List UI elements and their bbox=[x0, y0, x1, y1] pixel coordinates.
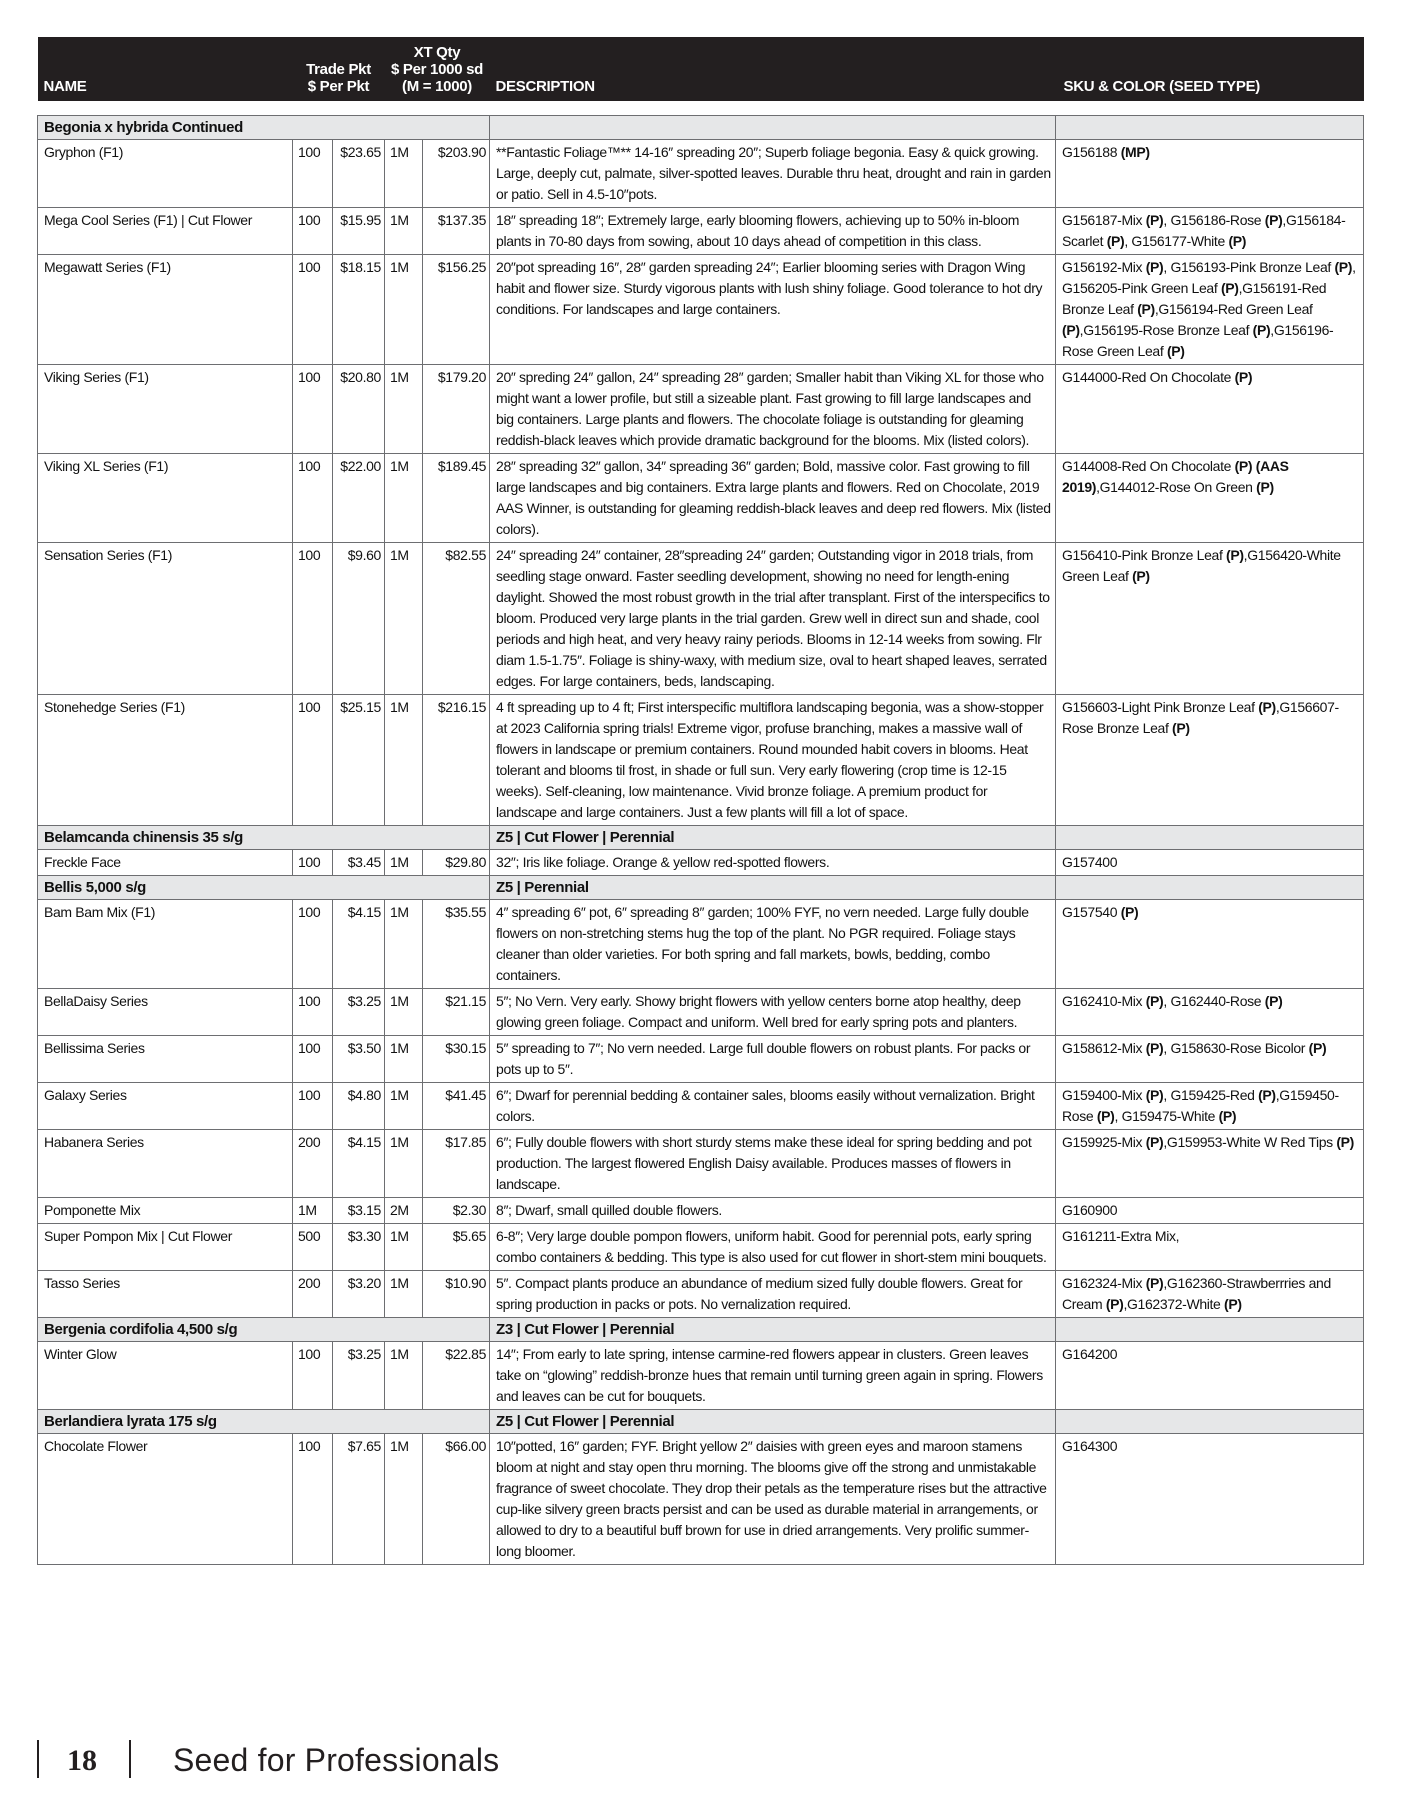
trade-pkt-qty: 100 bbox=[293, 1083, 333, 1130]
trade-pkt-price: $3.45 bbox=[333, 850, 385, 876]
sku-separator: , bbox=[1163, 1087, 1171, 1103]
variety-description: 4 ft spreading up to 4 ft; First interspecific multiflora landscaping begonia, was a show-stopper at 2023 California spring trials! Extreme vigor, profuse branching, makes a massive wall of flowers in landscape or premium containers. Round mounded habit covers in blooms. Heat tolerant and blooms til frost, in shade or full sun. Very early flowering (crop time is 12-15 weeks). Self-cleaning, low maintenance. Vivid bronze foliage. A premium product for landscape and large containers. Just a few plants will fill a lot of space. bbox=[490, 695, 1056, 826]
xt-qty: 1M bbox=[385, 1271, 423, 1318]
xt-qty: 1M bbox=[385, 1083, 423, 1130]
table-row bbox=[38, 1036, 1364, 1083]
seed-type-badge: (P) bbox=[1166, 343, 1185, 359]
seed-type-badge: (P) bbox=[1145, 1275, 1164, 1291]
seed-type-badge: (P) bbox=[1256, 479, 1274, 495]
seed-type-badge: (P) bbox=[1062, 322, 1080, 338]
sku-separator: , bbox=[1270, 322, 1274, 338]
seed-type-badge: (P) bbox=[1106, 233, 1125, 249]
trade-pkt-qty: 100 bbox=[293, 1036, 333, 1083]
sku-code: G162372-White bbox=[1126, 1296, 1225, 1312]
table-row bbox=[38, 1130, 1364, 1198]
xt-price: $41.45 bbox=[423, 1083, 490, 1130]
variety-description: 4″ spreading 6″ pot, 6″ spreading 8″ garden; 100% FYF, no vern needed. Large fully double flowers on non-stretching stems hug the top of the plant. No PGR required. Foliage stays cleaner than older varieties. For both spring and fall markets, bowls, bedding, combo containers. bbox=[490, 900, 1056, 989]
trade-pkt-qty: 100 bbox=[293, 454, 333, 543]
seed-type-badge: (P) bbox=[1224, 1296, 1242, 1312]
table-body bbox=[38, 116, 1364, 1565]
section-species-name: Bergenia cordifolia 4,500 s/g bbox=[38, 1318, 490, 1342]
variety-description: 6″; Fully double flowers with short sturdy stems make these ideal for spring bedding and pot production. The largest flowered English Daisy available. Produces masses of flowers in landscape. bbox=[490, 1130, 1056, 1198]
xt-qty: 1M bbox=[385, 989, 423, 1036]
variety-description: 5″; No Vern. Very early. Showy bright flowers with yellow centers borne atop healthy, deep glowing green foliage. Compact and uniform. Well bred for early spring pots and planters. bbox=[490, 989, 1056, 1036]
sku-code: G164300 bbox=[1062, 1438, 1118, 1454]
trade-pkt-line2: $ Per Pkt bbox=[307, 78, 370, 95]
xt-qty: 1M bbox=[385, 255, 423, 365]
sku-code: G162410-Mix bbox=[1062, 993, 1146, 1009]
xt-qty: 1M bbox=[385, 543, 423, 695]
sku-code: G161211-Extra Mix, bbox=[1062, 1228, 1180, 1244]
seed-type-badge: (P) bbox=[1145, 259, 1164, 275]
seed-type-badge: (P) bbox=[1334, 259, 1353, 275]
seed-type-badge: (P) bbox=[1308, 1040, 1327, 1056]
variety-description: 14″; From early to late spring, intense carmine-red flowers appear in clusters. Green leaves take on “glowing” reddish-bronze hues that remain until turning green again in spring. Flowers and leaves can be cut for bouquets. bbox=[490, 1342, 1056, 1410]
variety-description: 18″ spreading 18″; Extremely large, early blooming flowers, achieving up to 50% in-bloom plants in 70-80 days from sowing, about 10 days ahead of competition in this class. bbox=[490, 208, 1056, 255]
section-tags: Z3 | Cut Flower | Perennial bbox=[490, 1318, 1056, 1342]
table-row bbox=[38, 900, 1364, 989]
variety-name: Super Pompon Mix | Cut Flower bbox=[38, 1224, 293, 1271]
trade-pkt-qty: 100 bbox=[293, 255, 333, 365]
section-tags: Z5 | Cut Flower | Perennial bbox=[490, 1410, 1056, 1434]
xt-qty: 1M bbox=[385, 850, 423, 876]
sku-code: G156187-Mix bbox=[1062, 212, 1146, 228]
xt-price: $22.85 bbox=[423, 1342, 490, 1410]
sku-code: G159953-White W Red Tips bbox=[1166, 1134, 1337, 1150]
table-row bbox=[38, 1224, 1364, 1271]
variety-name: Bellissima Series bbox=[38, 1036, 293, 1083]
sku-list bbox=[1056, 1083, 1364, 1130]
trade-pkt-qty: 100 bbox=[293, 695, 333, 826]
table-row bbox=[38, 1434, 1364, 1565]
sku-separator: , bbox=[1275, 1087, 1280, 1103]
sku-code: G159425-Red bbox=[1170, 1087, 1259, 1103]
xt-qty: 1M bbox=[385, 695, 423, 826]
table-row bbox=[38, 208, 1364, 255]
sku-code: G158630-Rose Bicolor bbox=[1170, 1040, 1309, 1056]
xt-price: $21.15 bbox=[423, 989, 490, 1036]
sku-list bbox=[1056, 208, 1364, 255]
variety-name: Viking XL Series (F1) bbox=[38, 454, 293, 543]
trade-pkt-price: $7.65 bbox=[333, 1434, 385, 1565]
section-sku-blank bbox=[1056, 876, 1364, 900]
sku-code: G156184-Scarlet bbox=[1062, 212, 1346, 249]
trade-pkt-price: $3.20 bbox=[333, 1271, 385, 1318]
xt-price: $156.25 bbox=[423, 255, 490, 365]
sku-code: G156193-Pink Bronze Leaf bbox=[1170, 259, 1335, 275]
xt-price: $82.55 bbox=[423, 543, 490, 695]
variety-name: Megawatt Series (F1) bbox=[38, 255, 293, 365]
section-header-row bbox=[38, 876, 1364, 900]
sku-list bbox=[1056, 454, 1364, 543]
sku-code: G157400 bbox=[1062, 854, 1118, 870]
sku-code: G159925-Mix bbox=[1062, 1134, 1146, 1150]
sku-code: G156420-White Green Leaf bbox=[1062, 547, 1341, 584]
column-header-sku: SKU & COLOR (SEED TYPE) bbox=[1056, 37, 1364, 101]
seed-type-badge: (P) bbox=[1218, 1108, 1237, 1124]
trade-pkt-qty: 100 bbox=[293, 365, 333, 454]
sku-separator: , bbox=[1163, 1275, 1167, 1291]
trade-pkt-qty: 500 bbox=[293, 1224, 333, 1271]
trade-pkt-price: $22.00 bbox=[333, 454, 385, 543]
variety-name: Gryphon (F1) bbox=[38, 140, 293, 208]
section-species-name: Begonia x hybrida Continued bbox=[38, 116, 490, 140]
sku-separator: , bbox=[1243, 547, 1248, 563]
sku-separator: , bbox=[1154, 301, 1159, 317]
variety-name: Mega Cool Series (F1) | Cut Flower bbox=[38, 208, 293, 255]
seed-type-badge: (P) bbox=[1145, 993, 1164, 1009]
seed-type-badge: (P) bbox=[1145, 212, 1164, 228]
xt-qty: 1M bbox=[385, 454, 423, 543]
xt-price: $5.65 bbox=[423, 1224, 490, 1271]
sku-code: G159450-Rose bbox=[1062, 1087, 1339, 1124]
trade-pkt-qty: 100 bbox=[293, 140, 333, 208]
sku-separator: , bbox=[1114, 1108, 1122, 1124]
sku-separator: , bbox=[1123, 1296, 1127, 1312]
trade-pkt-qty: 200 bbox=[293, 1271, 333, 1318]
section-species-name: Bellis 5,000 s/g bbox=[38, 876, 490, 900]
seed-type-badge: (P) bbox=[1220, 280, 1239, 296]
sku-separator: , bbox=[1163, 1134, 1167, 1150]
variety-name: BellaDaisy Series bbox=[38, 989, 293, 1036]
trade-pkt-price: $3.30 bbox=[333, 1224, 385, 1271]
sku-list bbox=[1056, 543, 1364, 695]
column-header-name: NAME bbox=[38, 37, 293, 101]
table-row bbox=[38, 1271, 1364, 1318]
sku-code: G164200 bbox=[1062, 1346, 1118, 1362]
page-number: 18 bbox=[67, 1744, 97, 1777]
seed-type-badge: (P) bbox=[1226, 547, 1244, 563]
trade-pkt-qty: 100 bbox=[293, 1434, 333, 1565]
trade-pkt-qty: 100 bbox=[293, 989, 333, 1036]
xt-price: $17.85 bbox=[423, 1130, 490, 1198]
seed-type-badge: (P) bbox=[1105, 1296, 1124, 1312]
sku-code: G144008-Red On Chocolate bbox=[1062, 458, 1235, 474]
seed-type-badge: (P) bbox=[1264, 993, 1283, 1009]
xt-qty: 1M bbox=[385, 1130, 423, 1198]
xt-price: $35.55 bbox=[423, 900, 490, 989]
trade-pkt-qty: 100 bbox=[293, 900, 333, 989]
variety-description: 20″pot spreading 16″, 28″ garden spreading 24″; Earlier blooming series with Dragon Wing habit and flower size. Sturdy vigorous plants with lush shiny foliage. Good tolerance to hot dry conditions. For landscapes and large containers. bbox=[490, 255, 1056, 365]
xt-qty: 1M bbox=[385, 1342, 423, 1410]
footer-divider-mid bbox=[129, 1740, 131, 1778]
sku-list bbox=[1056, 140, 1364, 208]
seed-type-badge: (P) bbox=[1172, 720, 1190, 736]
sku-code: G156188 bbox=[1062, 144, 1121, 160]
table-row bbox=[38, 255, 1364, 365]
sku-code: G156177-White bbox=[1131, 233, 1229, 249]
sku-list bbox=[1056, 1224, 1364, 1271]
sku-code: G156410-Pink Bronze Leaf bbox=[1062, 547, 1227, 563]
variety-description: 5″. Compact plants produce an abundance of medium sized fully double flowers. Great for spring production in packs or pots. No vernalization required. bbox=[490, 1271, 1056, 1318]
variety-name: Stonehedge Series (F1) bbox=[38, 695, 293, 826]
xt-qty: 1M bbox=[385, 1434, 423, 1565]
seed-type-badge: (P) bbox=[1264, 212, 1283, 228]
column-header-xt-qty bbox=[385, 37, 490, 101]
variety-description: 28″ spreading 32″ gallon, 34″ spreading 36″ garden; Bold, massive color. Fast growing to fill large landscapes and big containers. Extra large plants and flowers. Red on Chocolate, 2019 AAS Winner, is outstanding for gleaming reddish-black leaves and deep red flowers. Mix (listed colors). bbox=[490, 454, 1056, 543]
price-table bbox=[37, 37, 1364, 1565]
footer-divider-left bbox=[37, 1740, 39, 1778]
sku-separator: , bbox=[1163, 1040, 1171, 1056]
xt-price: $66.00 bbox=[423, 1434, 490, 1565]
xt-qty: 1M bbox=[385, 208, 423, 255]
sku-code: G160900 bbox=[1062, 1202, 1118, 1218]
trade-pkt-price: $4.15 bbox=[333, 1130, 385, 1198]
sku-separator: , bbox=[1238, 280, 1243, 296]
table-row bbox=[38, 1342, 1364, 1410]
xt-qty-line2: $ Per 1000 sd bbox=[391, 61, 484, 78]
sku-code: G158612-Mix bbox=[1062, 1040, 1146, 1056]
variety-name: Galaxy Series bbox=[38, 1083, 293, 1130]
seed-type-badge: (P) bbox=[1132, 568, 1150, 584]
trade-pkt-price: $23.65 bbox=[333, 140, 385, 208]
trade-pkt-qty: 100 bbox=[293, 1342, 333, 1410]
trade-pkt-price: $3.25 bbox=[333, 1342, 385, 1410]
variety-description: 6″; Dwarf for perennial bedding & container sales, blooms easily without vernalization. Bright colors. bbox=[490, 1083, 1056, 1130]
sku-list bbox=[1056, 695, 1364, 826]
sku-list bbox=[1056, 255, 1364, 365]
trade-pkt-qty: 100 bbox=[293, 543, 333, 695]
sku-list bbox=[1056, 365, 1364, 454]
trade-pkt-price: $18.15 bbox=[333, 255, 385, 365]
trade-pkt-price: $15.95 bbox=[333, 208, 385, 255]
xt-qty-line3: (M = 1000) bbox=[402, 78, 472, 95]
xt-qty: 1M bbox=[385, 1036, 423, 1083]
sku-separator: , bbox=[1163, 993, 1171, 1009]
sku-list bbox=[1056, 850, 1364, 876]
section-tags bbox=[490, 116, 1056, 140]
variety-description: 8″; Dwarf, small quilled double flowers. bbox=[490, 1198, 1056, 1224]
section-sku-blank bbox=[1056, 116, 1364, 140]
sku-code: G156191-Red Bronze Leaf bbox=[1062, 280, 1327, 317]
seed-type-badge: (P) bbox=[1336, 1134, 1354, 1150]
sku-list bbox=[1056, 900, 1364, 989]
xt-price: $30.15 bbox=[423, 1036, 490, 1083]
table-row bbox=[38, 850, 1364, 876]
table-row bbox=[38, 1083, 1364, 1130]
variety-name: Winter Glow bbox=[38, 1342, 293, 1410]
sku-code: G157540 bbox=[1062, 904, 1121, 920]
trade-pkt-price: $25.15 bbox=[333, 695, 385, 826]
sku-separator: , bbox=[1124, 233, 1132, 249]
xt-price: $203.90 bbox=[423, 140, 490, 208]
sku-code: G156195-Rose Bronze Leaf bbox=[1083, 322, 1253, 338]
seed-type-badge: (P) bbox=[1145, 1087, 1164, 1103]
sku-code: G156194-Red Green Leaf bbox=[1158, 301, 1313, 317]
table-row bbox=[38, 140, 1364, 208]
section-sku-blank bbox=[1056, 826, 1364, 850]
section-sku-blank bbox=[1056, 1318, 1364, 1342]
trade-pkt-price: $3.50 bbox=[333, 1036, 385, 1083]
sku-code: G162440-Rose bbox=[1170, 993, 1265, 1009]
variety-name: Tasso Series bbox=[38, 1271, 293, 1318]
seed-type-badge: (P) bbox=[1252, 322, 1271, 338]
variety-description: 24″ spreading 24″ container, 28″spreading 24″ garden; Outstanding vigor in 2018 trials, from seedling stage onward. Faster seedling development, showing no need for length-ening daylight. Showed the most robust growth in the trial after transplant. First of the interspecifics to bloom. Produced very large plants in the trial garden. Grew well in direct sun and shade, cool periods and high heat, and very heavy rainy periods. Blooms in 12-14 weeks from sowing. Flr diam 1.5-1.75″. Foliage is shiny-waxy, with medium size, oval to heart shaped leaves, serrated edges. For large containers, beds, landscaping. bbox=[490, 543, 1056, 695]
seed-type-badge: (P) bbox=[1228, 233, 1247, 249]
sku-separator: , bbox=[1352, 259, 1356, 275]
sku-code: G144012-Rose On Green bbox=[1099, 479, 1257, 495]
sku-code: G156192-Mix bbox=[1062, 259, 1146, 275]
section-tags: Z5 | Perennial bbox=[490, 876, 1056, 900]
sku-separator: , bbox=[1275, 699, 1280, 715]
trade-pkt-price: $3.15 bbox=[333, 1198, 385, 1224]
table-header bbox=[38, 37, 1364, 116]
sku-code: G162360-Strawberrries and Cream bbox=[1062, 1275, 1331, 1312]
sku-list bbox=[1056, 1434, 1364, 1565]
table-row bbox=[38, 695, 1364, 826]
column-header-trade-pkt bbox=[293, 37, 385, 101]
section-species-name: Berlandiera lyrata 175 s/g bbox=[38, 1410, 490, 1434]
sku-separator: , bbox=[1282, 212, 1286, 228]
page-footer bbox=[37, 1738, 637, 1782]
variety-description: 6-8″; Very large double pompon flowers, uniform habit. Good for perennial pots, early spring combo containers & bedding. This type is also used for cut flower in short-stem mini bouquets. bbox=[490, 1224, 1056, 1271]
sku-separator: , bbox=[1163, 212, 1171, 228]
table-row bbox=[38, 365, 1364, 454]
xt-price: $216.15 bbox=[423, 695, 490, 826]
table-row bbox=[38, 989, 1364, 1036]
sku-code: G156186-Rose bbox=[1170, 212, 1265, 228]
xt-qty: 1M bbox=[385, 365, 423, 454]
sku-list bbox=[1056, 1198, 1364, 1224]
variety-name: Pomponette Mix bbox=[38, 1198, 293, 1224]
seed-type-badge: (P) bbox=[1258, 1087, 1276, 1103]
trade-pkt-qty: 100 bbox=[293, 850, 333, 876]
section-tags: Z5 | Cut Flower | Perennial bbox=[490, 826, 1056, 850]
table-row bbox=[38, 454, 1364, 543]
section-header-row bbox=[38, 116, 1364, 140]
variety-name: Sensation Series (F1) bbox=[38, 543, 293, 695]
trade-pkt-price: $20.80 bbox=[333, 365, 385, 454]
sku-list bbox=[1056, 1342, 1364, 1410]
section-species-name: Belamcanda chinensis 35 s/g bbox=[38, 826, 490, 850]
table-row bbox=[38, 543, 1364, 695]
variety-name: Freckle Face bbox=[38, 850, 293, 876]
section-sku-blank bbox=[1056, 1410, 1364, 1434]
trade-pkt-price: $4.80 bbox=[333, 1083, 385, 1130]
sku-separator: , bbox=[1079, 322, 1084, 338]
sku-code: G162324-Mix bbox=[1062, 1275, 1146, 1291]
sku-code: G144000-Red On Chocolate bbox=[1062, 369, 1235, 385]
xt-price: $137.35 bbox=[423, 208, 490, 255]
variety-description: 5″ spreading to 7″; No vern needed. Large full double flowers on robust plants. For packs or pots up to 5″. bbox=[490, 1036, 1056, 1083]
seed-type-badge: (MP) bbox=[1120, 144, 1150, 160]
xt-price: $179.20 bbox=[423, 365, 490, 454]
variety-name: Chocolate Flower bbox=[38, 1434, 293, 1565]
sku-list bbox=[1056, 1130, 1364, 1198]
xt-price: $29.80 bbox=[423, 850, 490, 876]
variety-description: 10″potted, 16″ garden; FYF. Bright yellow 2″ daisies with green eyes and maroon stamens bloom at night and stay open thru morning. The blooms give off the strong and unmistakable fragrance of sweet chocolate. They drop their petals as the temperature rises but the attractive cup-like silvery green bracts persist and can be used as durable material in arrangements, or allowed to dry to a beautiful buff brown for use in dried arrangements. Very prolific summer-long bloomer. bbox=[490, 1434, 1056, 1565]
sku-separator: , bbox=[1163, 259, 1171, 275]
sku-list bbox=[1056, 989, 1364, 1036]
section-header-row bbox=[38, 826, 1364, 850]
xt-qty: 2M bbox=[385, 1198, 423, 1224]
xt-qty: 1M bbox=[385, 140, 423, 208]
variety-name: Viking Series (F1) bbox=[38, 365, 293, 454]
sku-code: G159400-Mix bbox=[1062, 1087, 1146, 1103]
variety-name: Bam Bam Mix (F1) bbox=[38, 900, 293, 989]
variety-description: **Fantastic Foliage™** 14-16″ spreading 20″; Superb foliage begonia. Easy & quick growing. Large, deeply cut, palmate, silver-spotted leaves. Durable thru heat, drought and rain in garden or patio. Sell in 4.5-10″pots. bbox=[490, 140, 1056, 208]
sku-code: G156607-Rose Bronze Leaf bbox=[1062, 699, 1339, 736]
sku-code: G156196-Rose Green Leaf bbox=[1062, 322, 1334, 359]
xt-price: $2.30 bbox=[423, 1198, 490, 1224]
trade-pkt-qty: 100 bbox=[293, 208, 333, 255]
seed-type-badge: (P) bbox=[1096, 1108, 1115, 1124]
xt-qty-line1: XT Qty bbox=[413, 44, 461, 61]
section-header-row bbox=[38, 1318, 1364, 1342]
seed-type-badge: (P) bbox=[1145, 1134, 1164, 1150]
sku-code: G156205-Pink Green Leaf bbox=[1062, 280, 1221, 296]
sku-list bbox=[1056, 1036, 1364, 1083]
sku-list bbox=[1056, 1271, 1364, 1318]
trade-pkt-line1: Trade Pkt bbox=[306, 61, 371, 78]
variety-description: 20″ spreding 24″ gallon, 24″ spreading 28″ garden; Smaller habit than Viking XL for those who might want a lower profile, but still a sizeable plant. Fast growing to fill large landscapes and big containers. Large plants and flowers. The chocolate foliage is outstanding for gleaming reddish-black leaves which provide dramatic background for the blooms. Mix (listed colors). bbox=[490, 365, 1056, 454]
seed-type-badge: (P) bbox=[1234, 369, 1253, 385]
trade-pkt-qty: 200 bbox=[293, 1130, 333, 1198]
xt-qty: 1M bbox=[385, 900, 423, 989]
seed-type-badge: (P) bbox=[1137, 301, 1155, 317]
variety-name: Habanera Series bbox=[38, 1130, 293, 1198]
xt-price: $10.90 bbox=[423, 1271, 490, 1318]
trade-pkt-qty: 1M bbox=[293, 1198, 333, 1224]
sku-code: G159475-White bbox=[1121, 1108, 1219, 1124]
seed-type-badge: (P) bbox=[1120, 904, 1139, 920]
publication-title: Seed for Professionals bbox=[173, 1742, 500, 1778]
section-header-row bbox=[38, 1410, 1364, 1434]
column-header-description: DESCRIPTION bbox=[490, 37, 1056, 101]
table-row bbox=[38, 1198, 1364, 1224]
seed-type-badge: (P) bbox=[1145, 1040, 1164, 1056]
sku-code: G156603-Light Pink Bronze Leaf bbox=[1062, 699, 1259, 715]
trade-pkt-price: $4.15 bbox=[333, 900, 385, 989]
xt-price: $189.45 bbox=[423, 454, 490, 543]
trade-pkt-price: $9.60 bbox=[333, 543, 385, 695]
xt-qty: 1M bbox=[385, 1224, 423, 1271]
seed-type-badge: (P) (AAS 2019) bbox=[1062, 458, 1289, 495]
sku-separator: , bbox=[1096, 479, 1100, 495]
variety-description: 32″; Iris like foliage. Orange & yellow red-spotted flowers. bbox=[490, 850, 1056, 876]
trade-pkt-price: $3.25 bbox=[333, 989, 385, 1036]
seed-type-badge: (P) bbox=[1258, 699, 1276, 715]
